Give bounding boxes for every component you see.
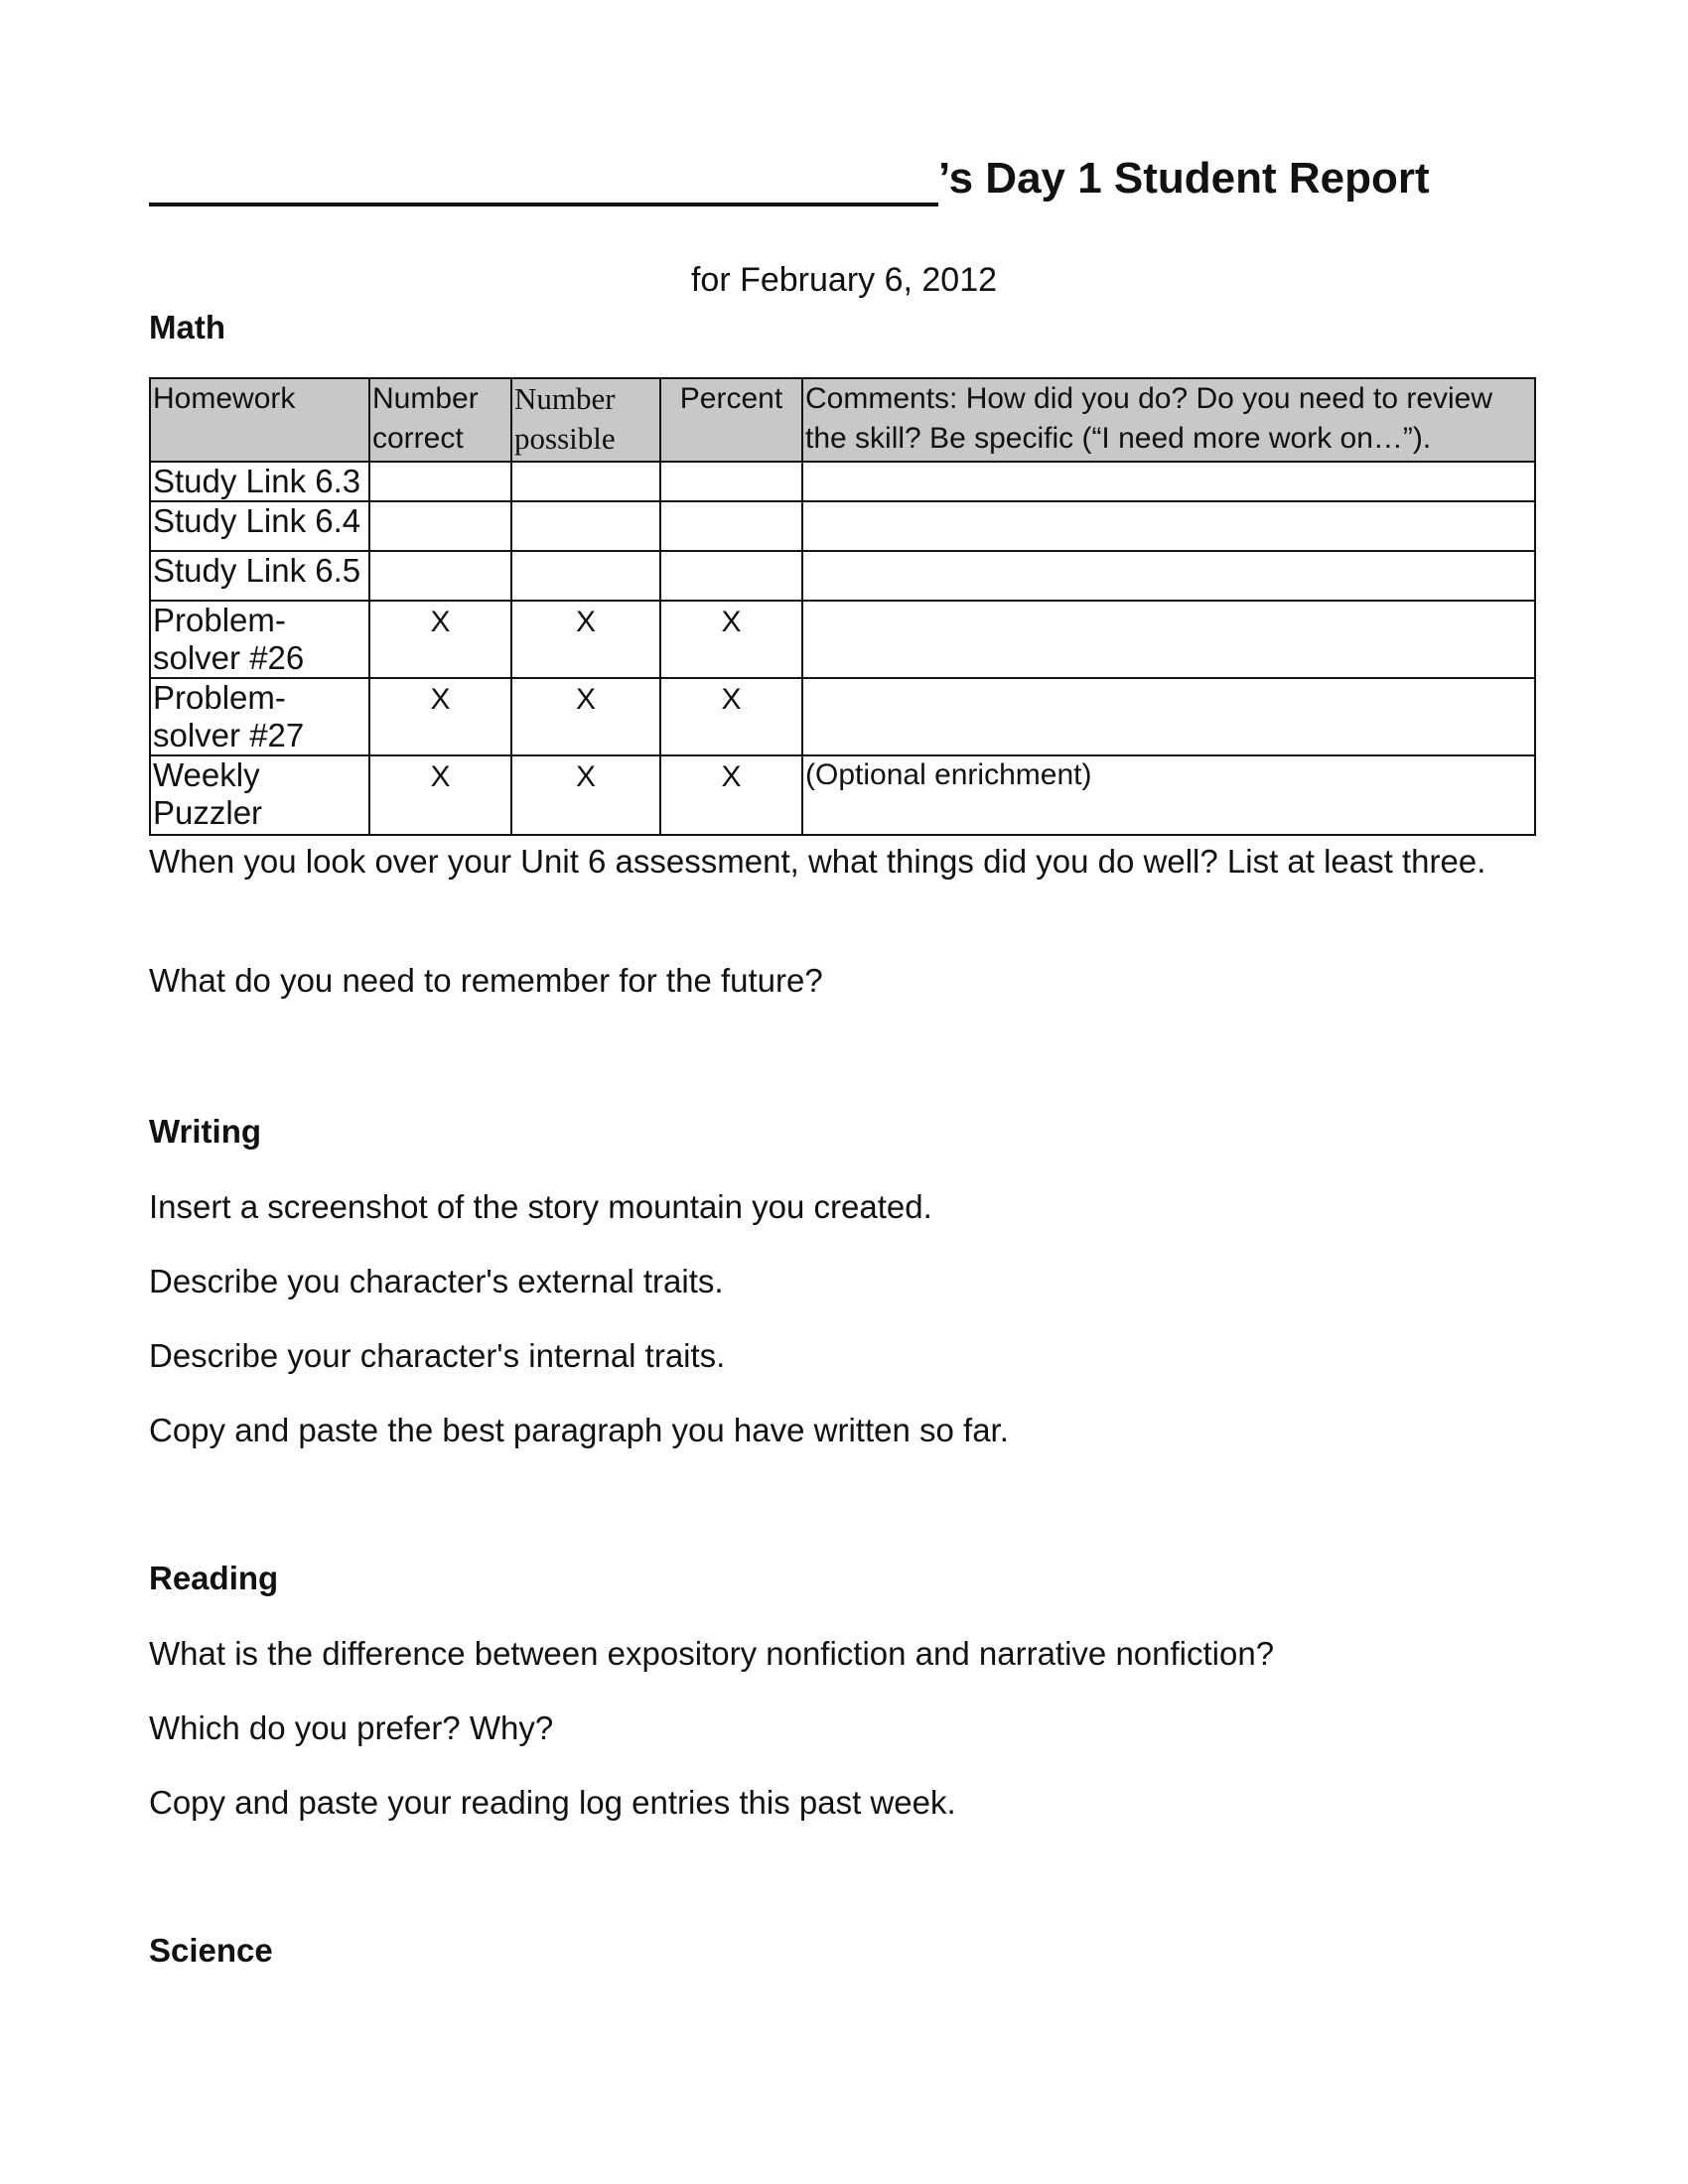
report-title xyxy=(149,147,1440,216)
number-possible-cell[interactable] xyxy=(511,462,660,501)
table-row xyxy=(150,755,1535,835)
table-header-row xyxy=(150,378,1535,462)
number-correct-cell[interactable]: X xyxy=(369,678,511,755)
homework-cell: Study Link 6.4 xyxy=(150,501,369,551)
report-title-text: ’s Day 1 Student Report xyxy=(938,154,1430,203)
column-header-number-correct: Number correct xyxy=(369,378,511,462)
percent-cell[interactable]: X xyxy=(660,601,802,678)
number-possible-cell[interactable]: X xyxy=(511,601,660,678)
percent-cell[interactable]: X xyxy=(660,678,802,755)
report-date: for February 6, 2012 xyxy=(690,261,998,299)
comment-cell[interactable] xyxy=(802,462,1535,501)
math-question-future: What do you need to remember for the future? xyxy=(149,962,823,999)
writing-question-screenshot: Insert a screenshot of the story mountain you created. xyxy=(149,1188,932,1225)
number-possible-cell[interactable]: X xyxy=(511,678,660,755)
science-heading: Science xyxy=(149,1932,273,1969)
math-heading: Math xyxy=(149,309,225,345)
table-row xyxy=(150,678,1535,755)
writing-question-external-traits: Describe you character's external traits. xyxy=(149,1263,724,1299)
comment-cell[interactable]: (Optional enrichment) xyxy=(802,755,1535,835)
table-row xyxy=(150,501,1535,551)
homework-cell: Weekly Puzzler xyxy=(150,755,369,835)
reading-question-log-entries: Copy and paste your reading log entries this past week. xyxy=(149,1784,956,1821)
reading-question-preference: Which do you prefer? Why? xyxy=(149,1709,554,1746)
comment-cell[interactable] xyxy=(802,678,1535,755)
table-row xyxy=(150,551,1535,601)
homework-cell: Problem-solver #27 xyxy=(150,678,369,755)
comment-cell[interactable] xyxy=(802,551,1535,601)
percent-cell[interactable] xyxy=(660,551,802,601)
number-possible-cell[interactable] xyxy=(511,551,660,601)
column-header-percent: Percent xyxy=(660,378,802,462)
number-correct-cell[interactable]: X xyxy=(369,755,511,835)
homework-cell: Problem-solver #26 xyxy=(150,601,369,678)
writing-question-internal-traits: Describe your character's internal traits. xyxy=(149,1337,726,1374)
comment-cell[interactable] xyxy=(802,501,1535,551)
writing-question-best-paragraph: Copy and paste the best paragraph you have written so far. xyxy=(149,1412,1009,1448)
percent-cell[interactable]: X xyxy=(660,755,802,835)
reading-heading: Reading xyxy=(149,1560,279,1596)
number-correct-cell[interactable] xyxy=(369,551,511,601)
number-correct-cell[interactable] xyxy=(369,501,511,551)
number-possible-cell[interactable] xyxy=(511,501,660,551)
homework-cell: Study Link 6.5 xyxy=(150,551,369,601)
percent-cell[interactable] xyxy=(660,462,802,501)
column-header-comments: Comments: How did you do? Do you need to review the skill? Be specific (“I need more work on…”). xyxy=(802,378,1535,462)
comment-cell[interactable] xyxy=(802,601,1535,678)
number-correct-cell[interactable] xyxy=(369,462,511,501)
student-name-blank[interactable] xyxy=(149,203,938,206)
reading-question-difference: What is the difference between expository nonfiction and narrative nonfiction? xyxy=(149,1635,1275,1672)
table-row xyxy=(150,601,1535,678)
column-header-number-possible: Number possible xyxy=(511,378,660,462)
math-homework-table xyxy=(149,377,1536,836)
number-possible-cell[interactable]: X xyxy=(511,755,660,835)
number-correct-cell[interactable]: X xyxy=(369,601,511,678)
math-question-assessment: When you look over your Unit 6 assessment, what things did you do well? List at least three. xyxy=(149,843,1486,880)
percent-cell[interactable] xyxy=(660,501,802,551)
homework-cell: Study Link 6.3 xyxy=(150,462,369,501)
writing-heading: Writing xyxy=(149,1113,262,1150)
table-row xyxy=(150,462,1535,501)
column-header-homework: Homework xyxy=(150,378,369,462)
